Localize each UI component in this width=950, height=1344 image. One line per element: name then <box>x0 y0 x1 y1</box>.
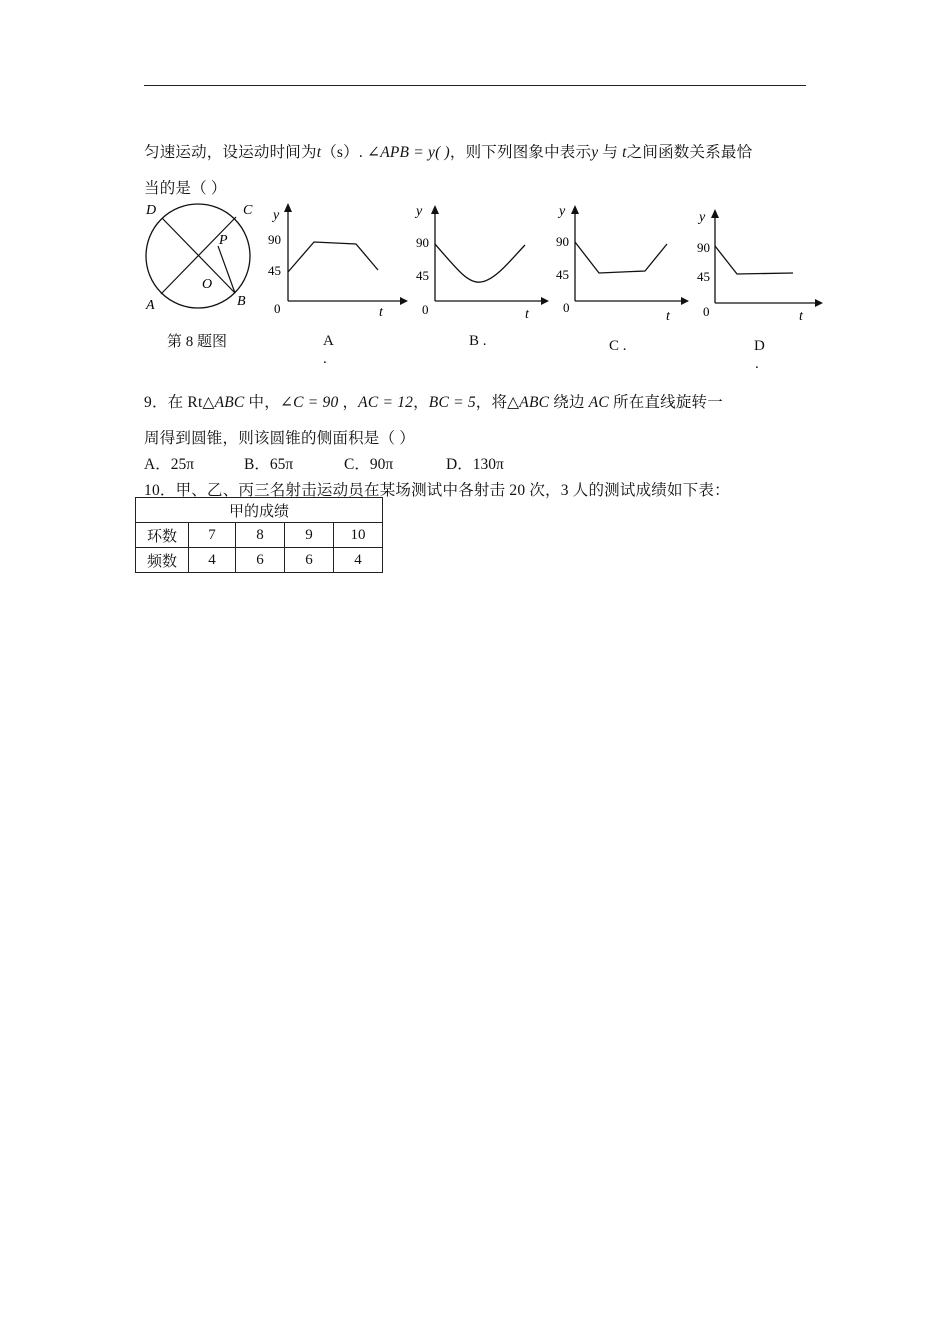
q9-options <box>144 452 504 474</box>
t-axis-label: t <box>379 305 383 320</box>
origin-label: 0 <box>563 300 570 315</box>
tick-45: 45 <box>697 269 710 284</box>
figure-caption: 第 8 题图 <box>167 334 228 350</box>
q9-option-b: B．65π <box>244 456 294 473</box>
q9-option-c: C．90π <box>344 456 394 473</box>
option-c-label: C . <box>609 338 627 354</box>
table-cell: 4 <box>189 548 236 573</box>
q9-line-2: 周得到圆锥，则该圆锥的侧面积是（ ） <box>144 430 415 447</box>
tick-90: 90 <box>416 235 429 250</box>
q9-option-a: A．25π <box>144 456 195 473</box>
label-c: C <box>243 203 253 218</box>
label-b: B <box>237 294 246 309</box>
label-d: D <box>146 203 157 218</box>
graph-b <box>413 200 553 320</box>
origin-label: 0 <box>703 304 710 319</box>
header-rule <box>144 85 806 86</box>
origin-label: 0 <box>274 301 281 316</box>
y-axis-label: y <box>699 210 706 225</box>
score-table <box>135 497 383 573</box>
q8-line-1: 匀速运动，设运动时间为t（s）. ∠APB = y( )，则下列图象中表示y 与 t之间函数关系最恰 <box>144 144 753 161</box>
option-a-label: A <box>323 333 334 349</box>
option-d-label: D <box>754 338 765 354</box>
q9-option-d: D．130π <box>446 456 504 473</box>
circle-figure <box>140 196 265 318</box>
tick-90: 90 <box>556 234 569 249</box>
table-cell: 4 <box>334 548 383 573</box>
tick-45: 45 <box>416 268 429 283</box>
graph-d <box>695 202 830 322</box>
table-cell: 7 <box>189 523 236 548</box>
table-cell: 环数 <box>136 523 189 548</box>
tick-45: 45 <box>556 267 569 282</box>
label-o: O <box>202 277 213 292</box>
label-a: A <box>146 298 155 313</box>
table-row <box>136 548 383 573</box>
q9-line-1: 9．在 Rt△ABC 中，∠C = 90 ，AC = 12，BC = 5，将△ABC 绕边 AC 所在直线旋转一 <box>144 394 723 411</box>
option-b-label: B . <box>469 333 487 349</box>
table-cell: 6 <box>236 548 285 573</box>
y-axis-label: y <box>416 204 423 219</box>
t-axis-label: t <box>525 307 529 320</box>
graph-c <box>555 200 695 320</box>
table-cell: 频数 <box>136 548 189 573</box>
origin-label: 0 <box>422 302 429 317</box>
y-axis-label: y <box>273 208 280 223</box>
option-a-dot: . <box>323 351 327 367</box>
y-axis-label: y <box>559 204 566 219</box>
label-p: P <box>219 233 228 248</box>
tick-45: 45 <box>268 263 281 278</box>
t-axis-label: t <box>799 309 803 322</box>
table-row <box>136 523 383 548</box>
table-title: 甲的成绩 <box>136 498 383 523</box>
table-cell: 6 <box>285 548 334 573</box>
q10-line-1: 10．甲、乙、丙三名射击运动员在某场测试中各射击 20 次，3 人的测试成绩如下表： <box>144 482 730 499</box>
q8-line-2: 当的是（ ） <box>144 180 227 197</box>
tick-90: 90 <box>268 232 281 247</box>
table-cell: 10 <box>334 523 383 548</box>
tick-90: 90 <box>697 240 710 255</box>
table-cell: 8 <box>236 523 285 548</box>
table-cell: 9 <box>285 523 334 548</box>
graph-a <box>268 200 408 320</box>
table-title-row <box>136 498 383 523</box>
option-d-dot: . <box>755 356 759 372</box>
t-axis-label: t <box>666 309 670 320</box>
